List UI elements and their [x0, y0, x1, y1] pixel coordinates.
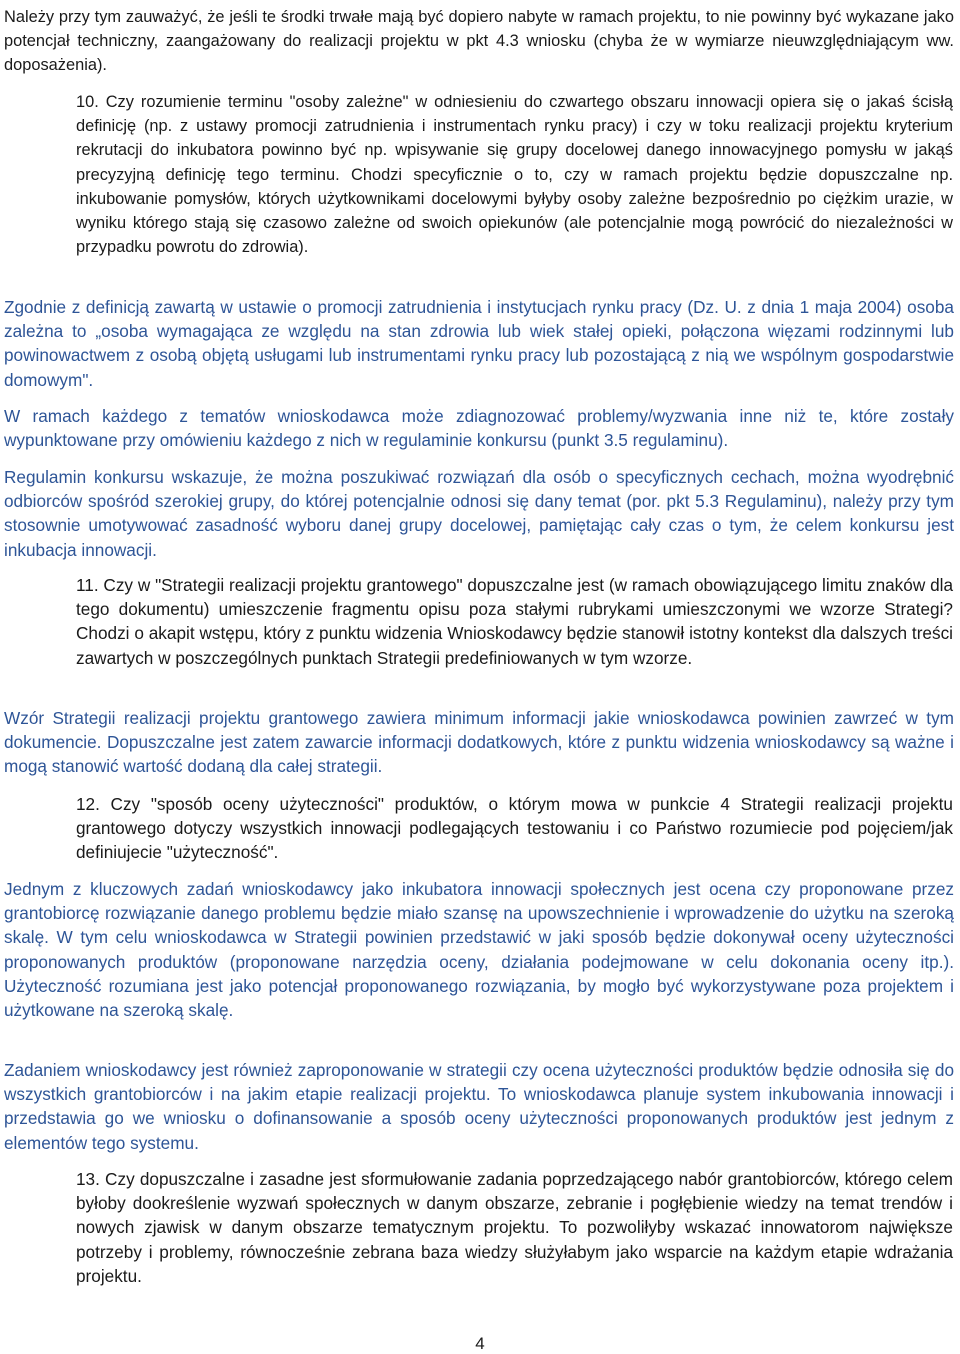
answer-10-paragraph-3: Regulamin konkursu wskazuje, że można poszukiwać rozwiązań dla osób o specyficznych cechach, można wyodrębnić odbiorców spośród szerokiej grupy, do której potencjalnie odnosi się dany temat (por. pkt 5.3 Regulaminu), należy przy tym stosownie umotywować zasadność wyboru danej grupy docelowej, pamiętając cały czas o tym, że celem konkursu jest inkubacja innowacji.	[4, 467, 954, 560]
question-11: 11. Czy w "Strategii realizacji projektu grantowego" dopuszczalne jest (w ramach obowiązującego limitu znaków dla tego dokumentu) umieszczenie fragmentu opisu poza stałymi rubrykami umieszczonymi we wzorze Strategi? Chodzi o akapit wstępu, który z punktu widzenia Wnioskodawcy będzie stanowił istotny kontekst dla dalszych treści zawartych w poszczególnych punktach Strategii predefiniowanych w tym wzorze.	[76, 575, 953, 668]
answer-10-paragraph-2: W ramach każdego z tematów wnioskodawca może zdiagnozować problemy/wyzwania inne niż te, które zostały wypunktowane przy omówieniu każdego z nich w regulaminie konkursu (punkt 3.5 regulaminu).	[4, 406, 954, 451]
question-10: 10. Czy rozumienie terminu "osoby zależne" w odniesieniu do czwartego obszaru innowacji opiera się o jakaś ścisłą definicję (np. z ustawy promocji zatrudnienia i instrumentach rynku pracy) i czy w toku realizacji projektu kryterium rekrutacji do inkubatora powinno być np. wpisywanie się grupy docelowej danego innowacyjnego pomysłu w jakąś precyzyjną definicję tego terminu. Chodzi specyficznie o to, czy w ramach projektu będzie dopuszczalne np. inkubowanie pomysłów, których użytkownikami docelowymi byłyby osoby zależne bezpośrednio po ciężkim urazie, w wyniku którego stają się czasowo zależne od swoich opiekunów (ale potencjalnie mogą powrócić do niezależności w przypadku powrotu do zdrowia).	[76, 93, 953, 257]
answer-12-paragraph-2: Zadaniem wnioskodawcy jest również zaproponowanie w strategii czy ocena użyteczności produktów będzie odnosiła się do wszystkich grantobiorców i na jakim etapie realizacji projektu. To wnioskodawca planuje system inkubowania innowacji i przedstawia go we wniosku o dofinansowanie a sposób oceny użyteczności proponowanych produktów jest jednym z elementów tego systemu.	[4, 1060, 954, 1153]
question-12: 12. Czy "sposób oceny użyteczności" produktów, o którym mowa w punkcie 4 Strategii realizacji projektu grantowego dotyczy wszystkich innowacji podlegających testowaniu i co Państwo rozumiecie pod pojęciem/jak definiujecie "użyteczność".	[76, 794, 953, 863]
answer-11: Wzór Strategii realizacji projektu grantowego zawiera minimum informacji jakie wnioskodawca powinien zawrzeć w tym dokumencie. Dopuszczalne jest zatem zawarcie informacji dodatkowych, które z punktu widzenia wnioskodawcy są ważne i mogą stanowić wartość dodaną dla całej strategii.	[4, 708, 954, 777]
intro-paragraph: Należy przy tym zauważyć, że jeśli te środki trwałe mają być dopiero nabyte w ramach projektu, to nie powinny być wykazane jako potencjał techniczny, zaangażowany do realizacji projektu w pkt 4.3 wniosku (chyba że w wymiarze nieuwzględniającym ww. doposażenia).	[4, 8, 954, 75]
page-number: 4	[475, 1334, 485, 1353]
answer-10-paragraph-1: Zgodnie z definicją zawartą w ustawie o promocji zatrudnienia i instytucjach rynku pracy (Dz. U. z dnia 1 maja 2004) osoba zależna to „osoba wymagająca ze względu na stan zdrowia lub wiek stałej opieki, połączona więzami rodzinnymi lub powinowactwem z osobą objętą usługami lub instrumentami rynku pracy lub pozostającą z nią we wspólnym gospodarstwie domowym".	[4, 297, 954, 390]
question-13: 13. Czy dopuszczalne i zasadne jest sformułowanie zadania poprzedzającego nabór grantobiorców, którego celem byłoby dookreślenie wyzwań społecznych w danym obszarze, zebranie i pogłębienie wiedzy na temat trendów i nowych zjawisk w danym obszarze tematycznym projektu. To pozwoliłyby wskazać innowatorom największe potrzeby i problemy, równocześnie zebrana baza wiedzy służyłabym jako wsparcie na każdym etapie wdrażania projektu.	[76, 1169, 953, 1286]
answer-12-paragraph-1: Jednym z kluczowych zadań wnioskodawcy jako inkubatora innowacji społecznych jest ocena czy proponowane przez grantobiorcę rozwiązanie danego problemu będzie miało szansę na upowszechnienie i wprowadzenie do użytku na szeroką skalę. W tym celu wnioskodawca w Strategii powinien przedstawić w jaki sposób będzie dokonywał oceny użyteczności proponowanych produktów (proponowane narzędzia oceny, działania podejmowane w celu dokonania oceny itp.). Użyteczność rozumiana jest jako potencjał proponowanego rozwiązania, by mogło być wykorzystywane poza projektem i użytkowane na szeroką skalę.	[4, 879, 954, 1021]
